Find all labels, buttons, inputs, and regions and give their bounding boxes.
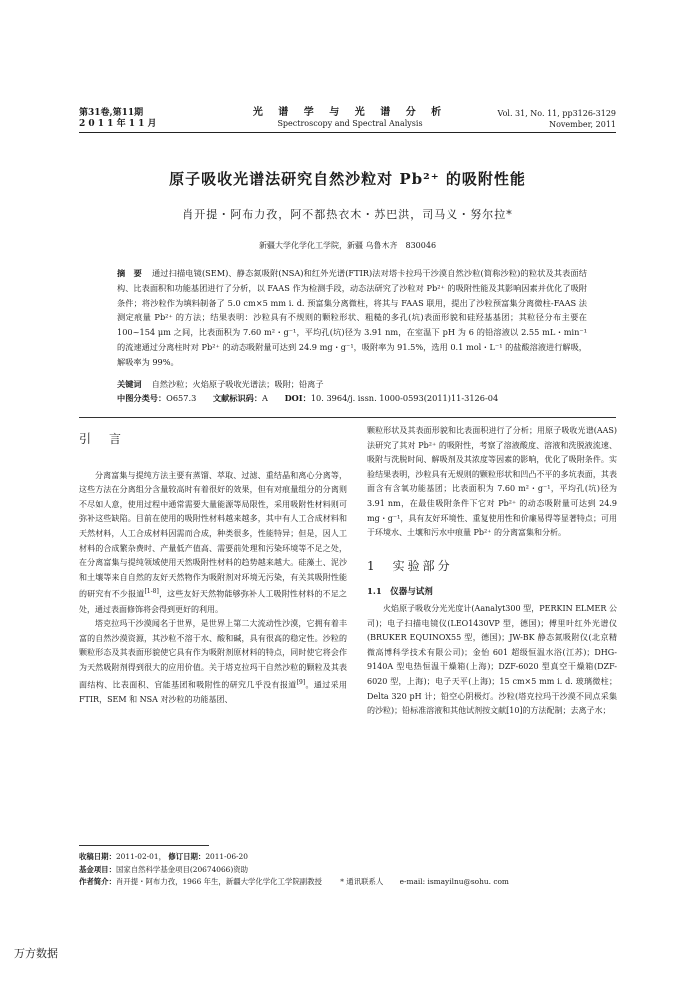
abstract-label: 摘 要 xyxy=(117,268,142,278)
received-date: 2011-02-01， xyxy=(115,852,166,861)
header-rule xyxy=(79,132,616,133)
intro-p1-text-a: 分离富集与提纯方法主要有蒸馏、萃取、过滤、重结晶和离心分离等，这些方法在分离组分含量较高时有着很好的效果，但有对痕量组分的分离则不尽如人意，使用过程中通常需要大量能源等局限性，采用吸附性材料则可弥补这些缺陷。目前在使用的吸附性材料越来越多，其中有人工合成材料和天然材料，人工合成材料因需而合成，种类很多，性能特异；但是，因人工材料的合成繁杂费时、产量低产值高、需要前处理和污染环境等不足之处，在分离富集与提纯领域使用天然吸附性材料的趋势越来越大。硅藻土、泥沙和土壤等来自自然的友好天然物作为吸附剂对环境无污染，有关其吸附性能的研究有不少报道 xyxy=(79,470,347,599)
section-1-heading: 1 实验部分 xyxy=(367,558,453,573)
right-paragraph-1: 颗粒形状及其表面形貌和比表面积进行了分析；用原子吸收光谱(AAS)法研究了其对 Pb²⁺ 的吸附性，考察了溶液酸度、溶液和洗脱液流速、吸附与洗脱时间、解吸剂及其浓度等因素的影响，优化了吸附条件。实验结果表明，沙粒具有无规则的颗粒形状和凹凸不平的多坑表面，其表面含有含氧功能基团；比表面积为 7.60 m²・g⁻¹，平均孔(坑)径为 3.91 nm，在最佳吸附条件下它对 Pb²⁺ 的动态吸附量可达到 24.9 mg・g⁻¹，具有友好环境性、重复使用性和价廉易得等显著特点；可用于环境水、土壤和污水中痕量 Pb²⁺ 的分离富集和分析。 xyxy=(367,426,617,538)
intro-p2-text-a: 塔克拉玛干沙漠闻名于世界，是世界上第二大流动性沙漠，它拥有着丰富的自然沙漠资源，其沙粒不溶于水、酸和碱，具有很高的稳定性。沙粒的颗粒形态及其表面形貌使它具有作为吸附剂原材料的特点，同时使它将会作为天然吸附剂得到很大的应用价值。关于塔克拉玛干自然沙粒的颗粒及其表面结构、比表面积、官能基团和吸附性的研究几乎没有报道 xyxy=(79,619,347,690)
received-label: 收稿日期： xyxy=(79,852,116,861)
corresponding-note: * 通讯联系人 xyxy=(340,877,384,887)
intro-heading: 引 言 xyxy=(79,432,125,446)
author-list: 肖开提・阿布力孜，阿不都热衣木・苏巴洪，司马义・努尔拉* xyxy=(182,208,513,221)
doi-label: DOI： xyxy=(284,393,311,403)
intro-p2-text-b: 。通过采用 FTIR，SEM 和 NSA 对沙粒的功能基团、 xyxy=(79,680,348,704)
keywords-line xyxy=(117,377,587,391)
email-address: e-mail: ismayilnu@sohu. com xyxy=(399,877,509,887)
journal-title-cn: 光 谱 学 与 光 谱 分 析 xyxy=(252,107,448,118)
citation-1-8: [1-8] xyxy=(144,588,159,596)
author-info-label: 作者简介： xyxy=(79,877,116,887)
keywords-block xyxy=(117,377,587,405)
running-header-right xyxy=(498,108,616,130)
keywords-label: 关键词 xyxy=(117,379,142,389)
abstract-text: 通过扫描电镜(SEM)、静态氮吸附(NSA)和红外光谱(FTIR)法对塔卡拉玛干沙漠自然沙粒(简称沙粒)的粒状及其表面结构、比表面积和功能基团进行了分析，以 FAAS 作为检测手段，动态法研究了沙粒对 Pb²⁺ 的吸附性能及其影响因素并优化了吸附条件；将沙粒作为填料制备了 5.0 cm×5 mm i. d. 预富集分离微柱，将其与 FAAS 联用，提出了沙粒预富集分离微柱-FAAS 法测定痕量 Pb²⁺ 的方法；结果表明：沙粒具有不规则的颗粒形状、粗糙的多孔(坑)表面形貌和硅羟基基团；其粒径分布主要在 100~154 μm 之间，比表面积为 7.60 m²・g⁻¹，平均孔(坑)径为 3.91 nm，在室温下 pH 为 6 的铅溶液以 2.55 mL・min⁻¹ 的流速通过分离柱时对 Pb²⁺ 的动态吸附量可达到 24.9 mg・g⁻¹，吸附率为 91.5%，选用 0.1 mol・L⁻¹ 的盐酸溶液进行解吸，解吸率为 99%。 xyxy=(117,268,587,367)
affiliation: 新疆大学化学化工学院，新疆 乌鲁木齐 830046 xyxy=(258,241,437,250)
date-cn: 2 0 1 1 年 1 1 月 xyxy=(79,119,157,129)
classification-line xyxy=(117,391,587,405)
dates-line xyxy=(79,851,619,864)
journal-title-en: Spectroscopy and Spectral Analysis xyxy=(277,119,423,128)
fund-line xyxy=(79,864,619,877)
right-column xyxy=(367,424,617,719)
doc-code-value: A xyxy=(262,393,268,403)
keywords-text: 自然沙粒；火焰原子吸收光谱法；吸附；铅离子 xyxy=(151,379,324,389)
volume-issue-cn: 第31卷,第11期 xyxy=(79,108,144,118)
intro-paragraph-2 xyxy=(79,617,347,707)
left-column xyxy=(79,432,347,707)
clc-label: 中图分类号： xyxy=(117,393,167,403)
subsection-1-1-heading: 1.1 仪器与试剂 xyxy=(367,587,433,598)
abstract-divider xyxy=(79,417,616,418)
author-info-line xyxy=(79,876,619,889)
doi-value: 10. 3964/j. issn. 1000-0593(2011)11-3126-04 xyxy=(310,393,499,403)
date-en: November, 2011 xyxy=(549,120,616,129)
footnote-rule xyxy=(79,845,209,846)
intro-p1-text-b: ，这些友好天然物能够弥补人工吸附性材料的不足之处，通过表面修饰将会得到更好的利用。 xyxy=(79,590,348,614)
author-info-text: 肖开提・阿布力孜，1966 年生，新疆大学化学化工学院副教授 xyxy=(115,877,322,887)
fund-label: 基金项目： xyxy=(79,864,116,874)
revised-date: 2011-06-20 xyxy=(205,852,248,861)
doc-code-label: 文献标识码： xyxy=(212,393,263,403)
instruments-paragraph: 火焰原子吸收分光光度计(Aanalyt300 型，PERKIN ELMER 公司)；电子扫描电镜仪(LEO1430VP 型，德国)；傅里叶红外光谱仪(BRUKER EQUINOX55 型，德国)；JW-BK 静态氮吸附仪(北京精微高博科学技术有限公司)；金怡 601 超级恒温水浴(江苏)；DHG-9140A 型电热恒温干燥箱(上海)；DZF-6020 型真空干燥箱(DZF-6020 型，上海)；电子天平(上海)；15 cm×5 mm i. d. 玻璃微柱；Delta 320 pH 计；铅空心阴极灯。沙粒(塔克拉玛干沙漠不同点采集的沙粒)；铅标准溶液和其他试剂按文献[10]的方法配制；去离子水； xyxy=(367,603,617,716)
revised-label: 修订日期： xyxy=(168,852,206,861)
abstract xyxy=(117,266,587,370)
fund-text: 国家自然科学基金项目(20674066)资助 xyxy=(115,864,249,874)
intro-paragraph-1 xyxy=(79,469,347,618)
clc-value: O657.3 xyxy=(166,393,197,403)
running-header-journal xyxy=(220,107,480,129)
footnote xyxy=(79,851,619,889)
paper-title: 原子吸收光谱法研究自然沙粒对 Pb²⁺ 的吸附性能 xyxy=(169,170,526,188)
running-header-left xyxy=(79,108,157,130)
watermark-wanfang: 万方数据 xyxy=(14,947,58,960)
volume-pages-en: Vol. 31, No. 11, pp3126-3129 xyxy=(497,109,616,118)
citation-9: [9] xyxy=(296,678,306,686)
